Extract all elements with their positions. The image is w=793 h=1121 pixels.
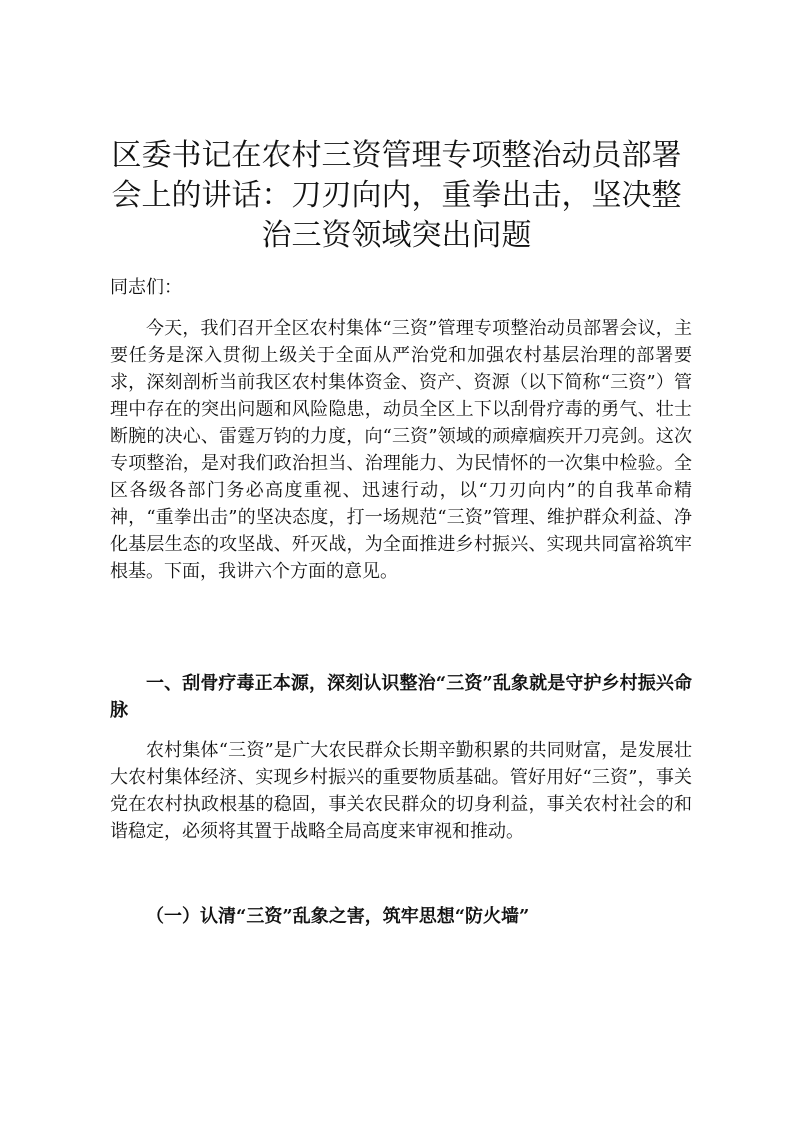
subsection-heading-1: （一）认清“三资”乱象之害，筑牢思想“防火墙” bbox=[146, 906, 530, 927]
section-heading-1: 一、刮骨疗毒正本源，深刻认识整治“三资”乱象就是守护乡村振兴命脉 bbox=[110, 673, 692, 721]
section1-paragraph: 农村集体“三资”是广大农民群众长期辛勤积累的共同财富，是发展壮大农村集体经济、实现乡村振兴的重要物质基础。管好用好“三资”，事关党在农村执政根基的稳固，事关农民群众的切身利益，事关农村社会的和谐稳定，必须将其置于战略全局高度来审视和推动。 bbox=[110, 740, 692, 842]
intro-paragraph: 今天，我们召开全区农村集体“三资”管理专项整治动员部署会议，主要任务是深入贯彻上级关于全面从严治党和加强农村基层治理的部署要求，深刻剖析当前我区农村集体资金、资产、资源（以下简称“三资”）管理中存在的突出问题和风险隐患，动员全区上下以刮骨疗毒的勇气、壮士断腕的决心、雷霆万钧的力度，向“三资”领域的顽瘴痼疾开刀亮剑。这次专项整治，是对我们政治担当、治理能力、为民情怀的一次集中检验。全区各级各部门务必高度重视、迅速行动，以“刀刃向内”的自我革命精神，“重拳出击”的坚决态度，打一场规范“三资”管理、维护群众利益、净化基层生态的攻坚战、歼灭战，为全面推进乡村振兴、实现共同富裕筑牢根基。下面，我讲六个方面的意见。 bbox=[110, 318, 692, 582]
document-title: 区委书记在农村三资管理专项整治动员部署会上的讲话：刀刃向内，重拳出击，坚决整治三资领域突出问题 bbox=[111, 138, 682, 253]
greeting: 同志们： bbox=[110, 277, 182, 298]
